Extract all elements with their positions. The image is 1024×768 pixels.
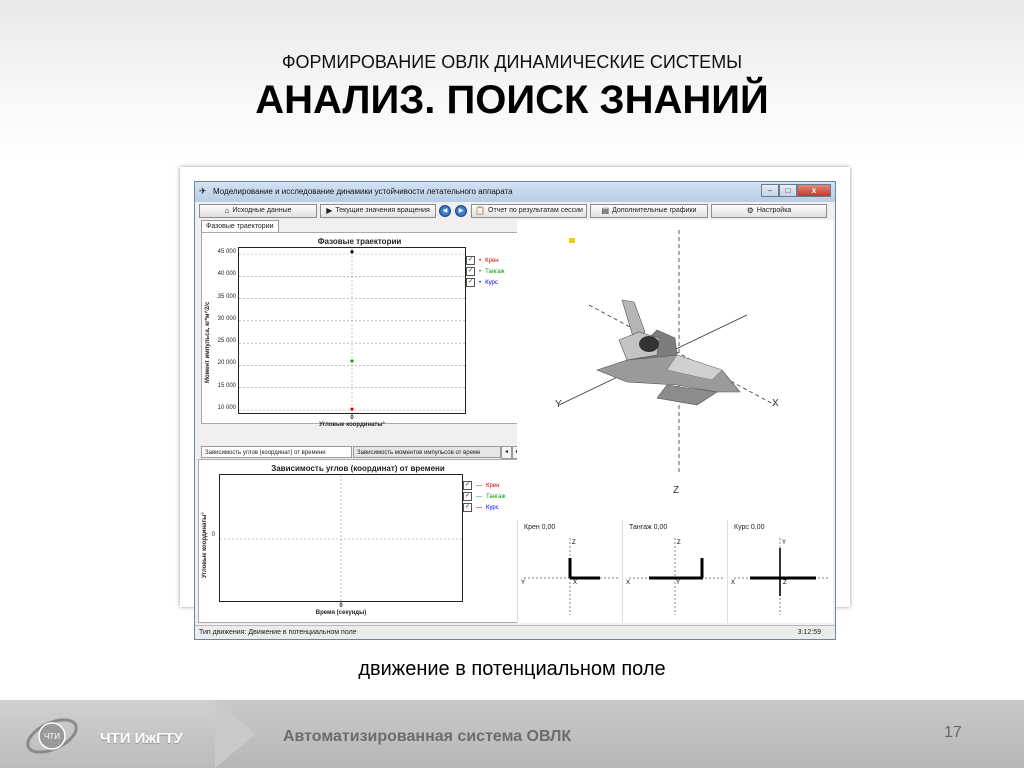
extra-graphs-label: Дополнительные графики xyxy=(612,207,697,214)
maximize-button[interactable]: □ xyxy=(779,184,797,197)
legend-line: — xyxy=(476,504,482,511)
gauge-axis-center: Z xyxy=(783,580,787,586)
phase-x-tick: 0 xyxy=(350,415,354,421)
legend-checkbox[interactable]: ✓ xyxy=(467,257,474,263)
initial-data-label: Исходные данные xyxy=(232,207,292,214)
y-tick-label: 20 000 xyxy=(217,360,236,367)
gear-icon: ⚙ xyxy=(746,206,754,215)
report-button[interactable] xyxy=(471,204,587,218)
y-tick-label: 10 000 xyxy=(217,405,236,411)
y-tick-label: 25 000 xyxy=(217,338,236,345)
gauge-axis-left: X xyxy=(731,580,736,586)
time-plot xyxy=(219,474,463,602)
minimize-button[interactable]: – xyxy=(761,184,779,197)
phase-section xyxy=(198,220,518,428)
next-button[interactable] xyxy=(455,205,467,217)
time-panel xyxy=(198,459,518,623)
y-tick-label: 15 000 xyxy=(217,382,236,389)
gauge-axis-left: Y xyxy=(521,580,526,586)
tab-scroll-left-icon[interactable]: ◂ xyxy=(501,446,512,459)
gauge-label: Тангаж 0,00 xyxy=(629,524,668,531)
time-plot-svg xyxy=(220,475,462,601)
y-tick-label: 35 000 xyxy=(217,293,236,300)
phase-legend xyxy=(466,255,505,288)
report-label: Отчет по результатам сессии xyxy=(488,207,583,214)
phase-plot-svg xyxy=(239,248,465,413)
legend-line: — xyxy=(476,482,482,489)
gauge-kren-svg xyxy=(518,520,622,620)
page-number: 17 xyxy=(944,724,962,741)
legend-item[interactable] xyxy=(466,266,505,277)
logo-text: ЧТИ xyxy=(44,732,60,741)
settings-label: Настройка xyxy=(756,207,792,214)
shuttle-icon xyxy=(597,300,740,405)
legend-checkbox[interactable]: ✓ xyxy=(464,482,471,488)
footer-system: Автоматизированная система ОВЛК xyxy=(283,728,572,745)
view-marker-icon xyxy=(569,238,575,243)
gauge-label: Крен 0,00 xyxy=(524,524,556,531)
data-point xyxy=(350,250,353,253)
extra-graphs-button[interactable] xyxy=(590,204,708,218)
legend-line: — xyxy=(476,493,482,500)
gauge-tangazh xyxy=(622,520,727,623)
legend-checkbox[interactable]: ✓ xyxy=(464,504,471,510)
house-icon: ⌂ xyxy=(224,206,230,215)
phase-xlabel: Угловые координаты° xyxy=(319,422,385,428)
legend-item[interactable] xyxy=(463,491,505,502)
arrow-right-icon: ▶ xyxy=(458,208,464,214)
tab-phase-trajectories[interactable]: Фазовые траектории xyxy=(201,220,279,233)
legend-marker: • xyxy=(479,257,482,264)
time-x-tick: 0 xyxy=(339,603,343,609)
window-title: Моделирование и исследование динамики устойчивости летательного аппарата xyxy=(213,187,513,196)
data-point xyxy=(350,359,353,362)
axis-x-label: X xyxy=(772,398,779,409)
legend-item[interactable] xyxy=(466,277,505,288)
logo-icon xyxy=(22,710,82,760)
slide-footer xyxy=(0,700,1024,768)
time-chart-title: Зависимость углов (координат) от времени xyxy=(271,464,445,473)
gauge-axis-left: X xyxy=(626,580,631,586)
gauge-axis-center: X xyxy=(573,580,578,586)
gauge-kurs-svg xyxy=(728,520,832,620)
gauge-tangazh-svg xyxy=(623,520,727,620)
legend-item[interactable] xyxy=(463,502,505,513)
footer-org: ЧТИ ИжГТУ xyxy=(100,730,184,747)
time-y-tick: 0 xyxy=(211,532,215,538)
y-tick-label: 45 000 xyxy=(217,249,236,255)
legend-marker: • xyxy=(479,268,482,275)
phase-chart-title: Фазовые траектории xyxy=(317,237,402,246)
report-icon: 📋 xyxy=(475,206,486,215)
play-icon: ▶ xyxy=(326,206,333,215)
data-point xyxy=(350,408,353,411)
tab-angles-vs-time[interactable]: Зависимость углов (координат) от времени xyxy=(201,446,352,458)
legend-marker: • xyxy=(479,279,482,286)
status-time: 3:12:59 xyxy=(797,629,821,636)
legend-label: Курс xyxy=(486,504,499,511)
gauge-axis-top: Y xyxy=(782,540,787,546)
shuttle-3d-scene xyxy=(517,220,833,520)
axis-z-label: Z xyxy=(673,485,680,496)
tab-moments-vs-time[interactable]: Зависимость моментов импульсов от време xyxy=(353,446,501,458)
current-rotation-label: Текущие значения вращения xyxy=(335,207,430,214)
legend-checkbox[interactable]: ✓ xyxy=(467,268,474,274)
slide-title: АНАЛИЗ. ПОИСК ЗНАНИЙ xyxy=(255,78,769,122)
initial-data-button[interactable] xyxy=(199,204,317,218)
y-tick-label: 30 000 xyxy=(217,315,236,322)
phase-plot xyxy=(238,247,466,414)
gauge-kurs xyxy=(727,520,832,623)
legend-item[interactable] xyxy=(466,255,505,266)
gauge-label: Курс 0,00 xyxy=(734,524,765,531)
gauge-axis-top: Z xyxy=(677,540,681,546)
angle-gauges xyxy=(517,520,833,623)
status-motion-type: Тип движения: Движение в потенциальном поле xyxy=(199,629,357,636)
time-xlabel: Время (секунды) xyxy=(315,610,367,616)
settings-button[interactable] xyxy=(711,204,827,218)
phase-ylabel: Момент импульса, кг*м^2/с xyxy=(205,301,211,383)
gauge-axis-top: Z xyxy=(572,540,576,546)
app-window xyxy=(194,181,836,640)
prev-button[interactable] xyxy=(439,205,451,217)
legend-label: Крен xyxy=(486,482,500,489)
window-controls xyxy=(761,184,831,197)
status-bar xyxy=(195,625,835,639)
legend-label: Курс xyxy=(485,279,498,286)
axis-y-label: Y xyxy=(555,399,562,410)
gauge-axis-center: Y xyxy=(676,580,681,586)
time-legend xyxy=(463,480,505,513)
close-button[interactable]: x xyxy=(797,184,831,197)
legend-item[interactable] xyxy=(463,480,505,491)
current-rotation-button[interactable] xyxy=(320,204,436,218)
time-ylabel: Угловые координаты° xyxy=(202,512,208,578)
phase-panel xyxy=(201,232,518,428)
legend-checkbox[interactable]: ✓ xyxy=(467,279,474,285)
toolbar xyxy=(195,202,835,220)
legend-label: Крен xyxy=(485,257,499,264)
chart-icon: ▤ xyxy=(601,206,610,215)
footer-chevron xyxy=(215,700,255,768)
arrow-left-icon: ◀ xyxy=(442,208,448,214)
slide-caption: движение в потенциальном поле xyxy=(358,658,666,680)
legend-label: Тангаж xyxy=(486,493,506,500)
time-tabs xyxy=(198,446,518,459)
legend-label: Тангаж xyxy=(485,268,505,275)
view-3d[interactable] xyxy=(517,220,833,520)
y-tick-label: 40 000 xyxy=(217,271,236,278)
legend-checkbox[interactable]: ✓ xyxy=(464,493,471,499)
window-titlebar[interactable] xyxy=(195,182,835,202)
slide-subtitle: ФОРМИРОВАНИЕ ОВЛК ДИНАМИЧЕСКИЕ СИСТЕМЫ xyxy=(281,52,743,72)
gauge-kren xyxy=(517,520,622,623)
airplane-icon: ✈ xyxy=(199,186,207,196)
